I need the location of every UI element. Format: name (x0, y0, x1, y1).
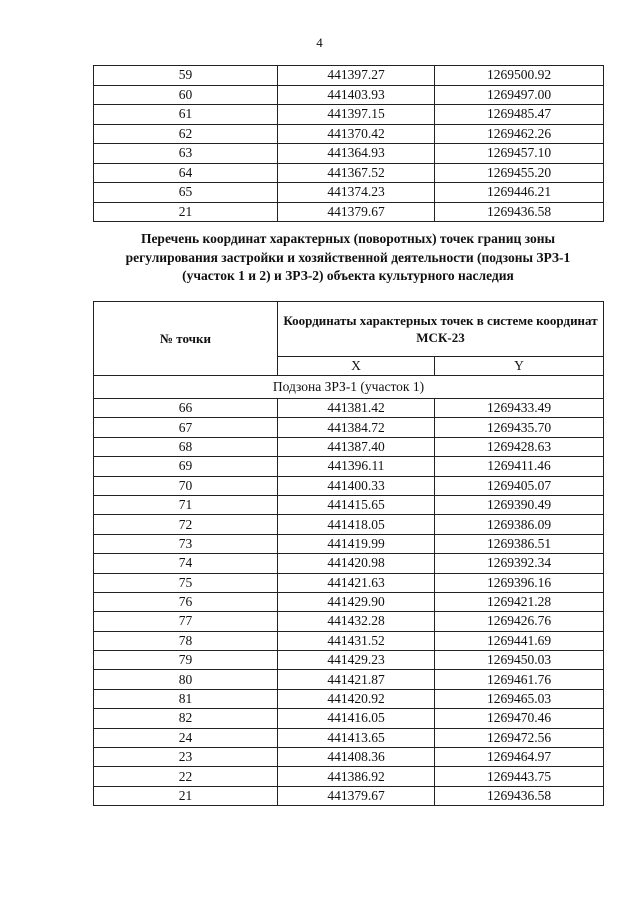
table-row (94, 105, 604, 125)
y-coordinate-cell: 1269426.76 (435, 612, 604, 631)
x-coordinate-cell: 441416.05 (278, 709, 435, 728)
point-number-cell: 66 (94, 399, 278, 418)
x-coordinate-cell: 441374.23 (278, 183, 435, 203)
document-heading (93, 230, 603, 286)
x-coordinate-cell: 441400.33 (278, 476, 435, 495)
x-coordinate-cell: 441413.65 (278, 728, 435, 747)
top-table-body (94, 66, 604, 222)
table-row (94, 689, 604, 708)
table-row (94, 144, 604, 164)
table-row (94, 66, 604, 86)
y-coordinate-cell: 1269435.70 (435, 418, 604, 437)
y-coordinate-cell: 1269443.75 (435, 767, 604, 786)
x-coordinate-cell: 441384.72 (278, 418, 435, 437)
x-coordinate-cell: 441415.65 (278, 495, 435, 514)
point-number-cell: 77 (94, 612, 278, 631)
point-number-cell: 80 (94, 670, 278, 689)
y-coordinate-cell: 1269500.92 (435, 66, 604, 86)
x-coordinate-cell: 441429.90 (278, 592, 435, 611)
x-coordinate-cell: 441364.93 (278, 144, 435, 164)
point-number-cell: 78 (94, 631, 278, 650)
table-row (94, 709, 604, 728)
x-coordinate-cell: 441432.28 (278, 612, 435, 631)
table-row (94, 748, 604, 767)
point-number-cell: 69 (94, 457, 278, 476)
table-row (94, 399, 604, 418)
heading-line-2: регулирования застройки и хозяйственной деятельности (подзоны ЗРЗ-1 (125, 249, 571, 265)
table-row (94, 786, 604, 805)
y-coordinate-cell: 1269462.26 (435, 124, 604, 144)
table-row (94, 670, 604, 689)
y-coordinate-cell: 1269446.21 (435, 183, 604, 203)
subzone-label: Подзона ЗРЗ-1 (участок 1) (94, 376, 604, 399)
table-row (94, 534, 604, 553)
x-coordinate-cell: 441421.87 (278, 670, 435, 689)
x-coordinate-cell: 441429.23 (278, 651, 435, 670)
point-number-cell: 21 (94, 202, 278, 222)
y-coordinate-cell: 1269411.46 (435, 457, 604, 476)
y-coordinate-cell: 1269472.56 (435, 728, 604, 747)
x-coordinate-cell: 441386.92 (278, 767, 435, 786)
coordinates-header: Координаты характерных точек в системе координат МСК-23 (278, 302, 604, 357)
y-coordinate-cell: 1269464.97 (435, 748, 604, 767)
table-row (94, 651, 604, 670)
top-coordinates-table (93, 65, 604, 222)
table-row (94, 418, 604, 437)
y-coordinate-cell: 1269441.69 (435, 631, 604, 650)
y-coordinate-cell: 1269405.07 (435, 476, 604, 495)
point-number-cell: 68 (94, 437, 278, 456)
point-number-cell: 22 (94, 767, 278, 786)
table-row (94, 124, 604, 144)
point-number-cell: 59 (94, 66, 278, 86)
point-number-cell: 65 (94, 183, 278, 203)
x-coordinate-cell: 441379.67 (278, 786, 435, 805)
table-row (94, 592, 604, 611)
x-coordinate-cell: 441420.92 (278, 689, 435, 708)
table-row (94, 183, 604, 203)
point-number-cell: 21 (94, 786, 278, 805)
x-coordinate-cell: 441397.27 (278, 66, 435, 86)
x-coordinate-cell: 441419.99 (278, 534, 435, 553)
x-coordinate-cell: 441421.63 (278, 573, 435, 592)
point-number-cell: 75 (94, 573, 278, 592)
point-number-cell: 24 (94, 728, 278, 747)
y-coordinate-cell: 1269461.76 (435, 670, 604, 689)
y-coordinate-cell: 1269457.10 (435, 144, 604, 164)
y-column-header: Y (435, 357, 604, 376)
heading-line-1: Перечень координат характерных (поворотных) точек границ зоны (140, 231, 556, 246)
y-coordinate-cell: 1269433.49 (435, 399, 604, 418)
x-coordinate-cell: 441381.42 (278, 399, 435, 418)
point-number-cell: 61 (94, 105, 278, 125)
y-coordinate-cell: 1269465.03 (435, 689, 604, 708)
x-coordinate-cell: 441420.98 (278, 554, 435, 573)
y-coordinate-cell: 1269390.49 (435, 495, 604, 514)
x-coordinate-cell: 441431.52 (278, 631, 435, 650)
point-number-cell: 81 (94, 689, 278, 708)
point-number-cell: 73 (94, 534, 278, 553)
table-row (94, 728, 604, 747)
coordinates-table (93, 301, 604, 806)
y-coordinate-cell: 1269392.34 (435, 554, 604, 573)
point-number-cell: 72 (94, 515, 278, 534)
y-coordinate-cell: 1269450.03 (435, 651, 604, 670)
point-number-header: № точки (94, 302, 278, 376)
point-number-cell: 74 (94, 554, 278, 573)
x-coordinate-cell: 441379.67 (278, 202, 435, 222)
table-row (94, 573, 604, 592)
point-number-cell: 70 (94, 476, 278, 495)
table-row (94, 612, 604, 631)
y-coordinate-cell: 1269436.58 (435, 202, 604, 222)
table-row (94, 437, 604, 456)
y-coordinate-cell: 1269386.51 (435, 534, 604, 553)
y-coordinate-cell: 1269485.47 (435, 105, 604, 125)
table-row (94, 85, 604, 105)
x-coordinate-cell: 441403.93 (278, 85, 435, 105)
point-number-cell: 63 (94, 144, 278, 164)
x-coordinate-cell: 441370.42 (278, 124, 435, 144)
y-coordinate-cell: 1269455.20 (435, 163, 604, 183)
table-row (94, 631, 604, 650)
point-number-cell: 76 (94, 592, 278, 611)
table-row (94, 202, 604, 222)
x-column-header: X (278, 357, 435, 376)
table-row (94, 554, 604, 573)
x-coordinate-cell: 441397.15 (278, 105, 435, 125)
table-row (94, 767, 604, 786)
table-row (94, 476, 604, 495)
y-coordinate-cell: 1269470.46 (435, 709, 604, 728)
x-coordinate-cell: 441367.52 (278, 163, 435, 183)
table-row (94, 163, 604, 183)
y-coordinate-cell: 1269428.63 (435, 437, 604, 456)
heading-line-3: (участок 1 и 2) и ЗРЗ-2) объекта культурного наследия (182, 268, 514, 283)
y-coordinate-cell: 1269386.09 (435, 515, 604, 534)
x-coordinate-cell: 441396.11 (278, 457, 435, 476)
point-number-cell: 79 (94, 651, 278, 670)
y-coordinate-cell: 1269396.16 (435, 573, 604, 592)
x-coordinate-cell: 441408.36 (278, 748, 435, 767)
table-row (94, 515, 604, 534)
x-coordinate-cell: 441387.40 (278, 437, 435, 456)
coordinates-table-body (94, 376, 604, 806)
table-row (94, 495, 604, 514)
point-number-cell: 23 (94, 748, 278, 767)
point-number-cell: 82 (94, 709, 278, 728)
table-row (94, 457, 604, 476)
y-coordinate-cell: 1269497.00 (435, 85, 604, 105)
x-coordinate-cell: 441418.05 (278, 515, 435, 534)
point-number-cell: 67 (94, 418, 278, 437)
point-number-cell: 62 (94, 124, 278, 144)
y-coordinate-cell: 1269421.28 (435, 592, 604, 611)
point-number-cell: 60 (94, 85, 278, 105)
point-number-cell: 71 (94, 495, 278, 514)
page-number: 4 (316, 35, 323, 50)
y-coordinate-cell: 1269436.58 (435, 786, 604, 805)
point-number-cell: 64 (94, 163, 278, 183)
